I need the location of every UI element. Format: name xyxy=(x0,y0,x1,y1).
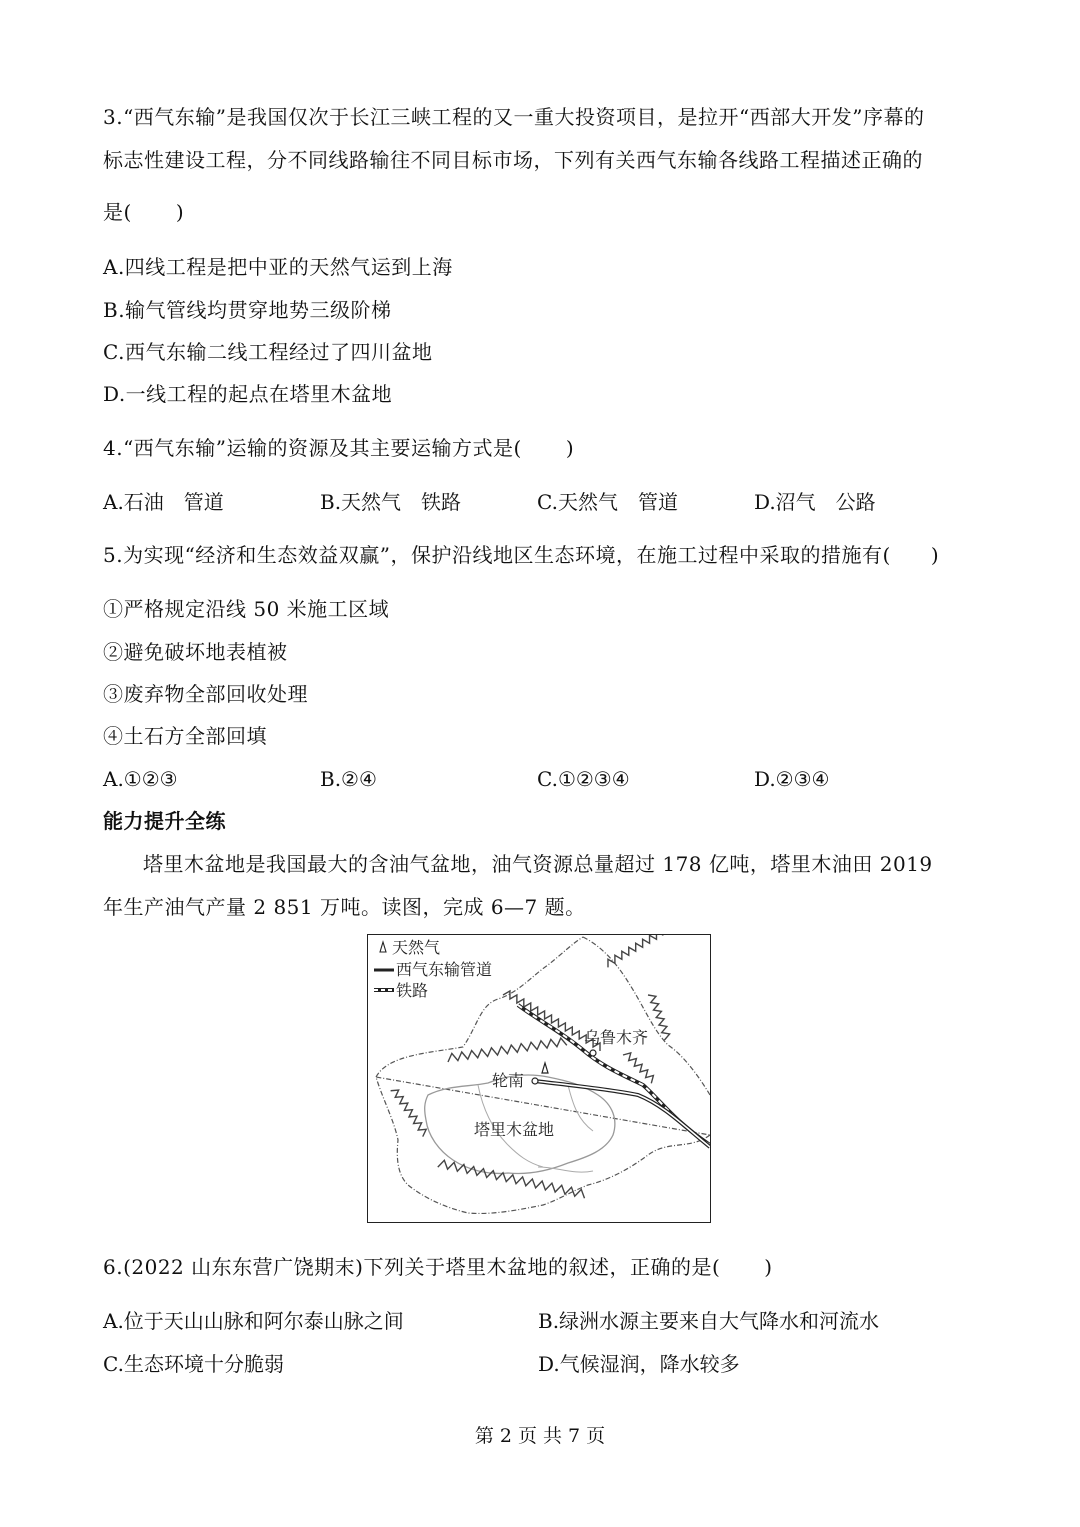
gas-pipeline xyxy=(535,1081,710,1147)
q4-option-c: C.天然气 管道 xyxy=(537,490,678,514)
q4-option-a: A.石油 管道 xyxy=(103,490,224,514)
label-basin: 塔里木盆地 xyxy=(474,1120,555,1139)
q6-option-b: B.绿洲水源主要来自大气降水和河流水 xyxy=(538,1309,880,1333)
q3-option-d: D.一线工程的起点在塔里木盆地 xyxy=(103,382,393,406)
mountain-range xyxy=(605,935,664,967)
q6-option-c: C.生态环境十分脆弱 xyxy=(103,1352,284,1376)
lunnan-dot xyxy=(532,1078,538,1084)
q6-option-d: D.气候湿润，降水较多 xyxy=(538,1352,740,1376)
map-svg xyxy=(368,935,710,1222)
q4-stem xyxy=(103,435,574,461)
legend-pipeline: 西气东输管道 xyxy=(396,960,493,979)
q5-option-b: B.②④ xyxy=(320,767,377,791)
q5-item-1: ①严格规定沿线 50 米施工区域 xyxy=(103,597,390,621)
q3-answer-paren: ) xyxy=(175,200,185,224)
q3-stem-line2: 标志性建设工程，分不同线路输往不同目标市场，下列有关西气东输各线路工程描述正确的 xyxy=(103,148,923,172)
q3-stem-line3 xyxy=(103,199,184,225)
q6-option-a: A.位于天山山脉和阿尔泰山脉之间 xyxy=(103,1309,404,1333)
mountain-range xyxy=(391,1087,429,1137)
label-lunnan: 轮南 xyxy=(492,1071,525,1090)
q4-option-b: B.天然气 铁路 xyxy=(320,490,462,514)
q5-answer-paren: ) xyxy=(930,543,940,567)
label-urumqi: 乌鲁木齐 xyxy=(584,1028,649,1047)
passage-line1: 塔里木盆地是我国最大的含油气盆地，油气资源总量超过 178 亿吨，塔里木油田 2019 xyxy=(143,852,933,876)
q3-stem-text: 是( xyxy=(103,200,132,224)
q6-answer-paren: ) xyxy=(764,1255,773,1279)
q5-item-2: ②避免破坏地表植被 xyxy=(103,640,288,664)
q5-option-d: D.②③④ xyxy=(754,767,830,791)
q3-option-a: A.四线工程是把中亚的天然气运到上海 xyxy=(103,255,453,279)
q6-stem xyxy=(103,1254,773,1280)
q3-option-b: B.输气管线均贯穿地势三级阶梯 xyxy=(103,298,392,322)
gas-legend-icon xyxy=(380,942,386,952)
q6-stem-text: 6.(2022 山东东营广饶期末)下列关于塔里木盆地的叙述，正确的是( xyxy=(103,1255,721,1279)
mountain-range xyxy=(447,1037,567,1062)
q4-option-d: D.沼气 公路 xyxy=(754,490,876,514)
legend-gas: 天然气 xyxy=(392,938,441,957)
page-footer: 第 2 页 共 7 页 xyxy=(474,1425,606,1447)
gas-field-icon xyxy=(542,1063,548,1073)
q5-stem-text: 5.为实现“经济和生态效益双赢”，保护沿线地区生态环境，在施工过程中采取的措施有( xyxy=(103,543,891,567)
q4-stem-text: 4.“西气东输”运输的资源及其主要运输方式是( xyxy=(103,436,522,460)
q5-option-c: C.①②③④ xyxy=(537,767,630,791)
legend-railway: 铁路 xyxy=(396,981,429,1000)
urumqi-dot xyxy=(590,1050,596,1056)
tarim-basin-map xyxy=(367,934,711,1223)
q3-stem-line1: 3.“西气东输”是我国仅次于长江三峡工程的又一重大投资项目，是拉开“西部大开发”序幕的 xyxy=(103,105,925,129)
passage-line2: 年生产油气产量 2 851 万吨。读图，完成 6—7 题。 xyxy=(103,895,586,919)
q4-answer-paren: ) xyxy=(565,436,575,460)
q5-option-a: A.①②③ xyxy=(103,767,178,791)
q5-item-3: ③废弃物全部回收处理 xyxy=(103,682,308,706)
mountain-range xyxy=(648,993,671,1040)
river xyxy=(568,1085,593,1131)
q5-item-4: ④土石方全部回填 xyxy=(103,724,267,748)
q5-stem xyxy=(103,542,939,568)
section-title: 能力提升全练 xyxy=(103,809,226,833)
q3-option-c: C.西气东输二线工程经过了四川盆地 xyxy=(103,340,433,364)
